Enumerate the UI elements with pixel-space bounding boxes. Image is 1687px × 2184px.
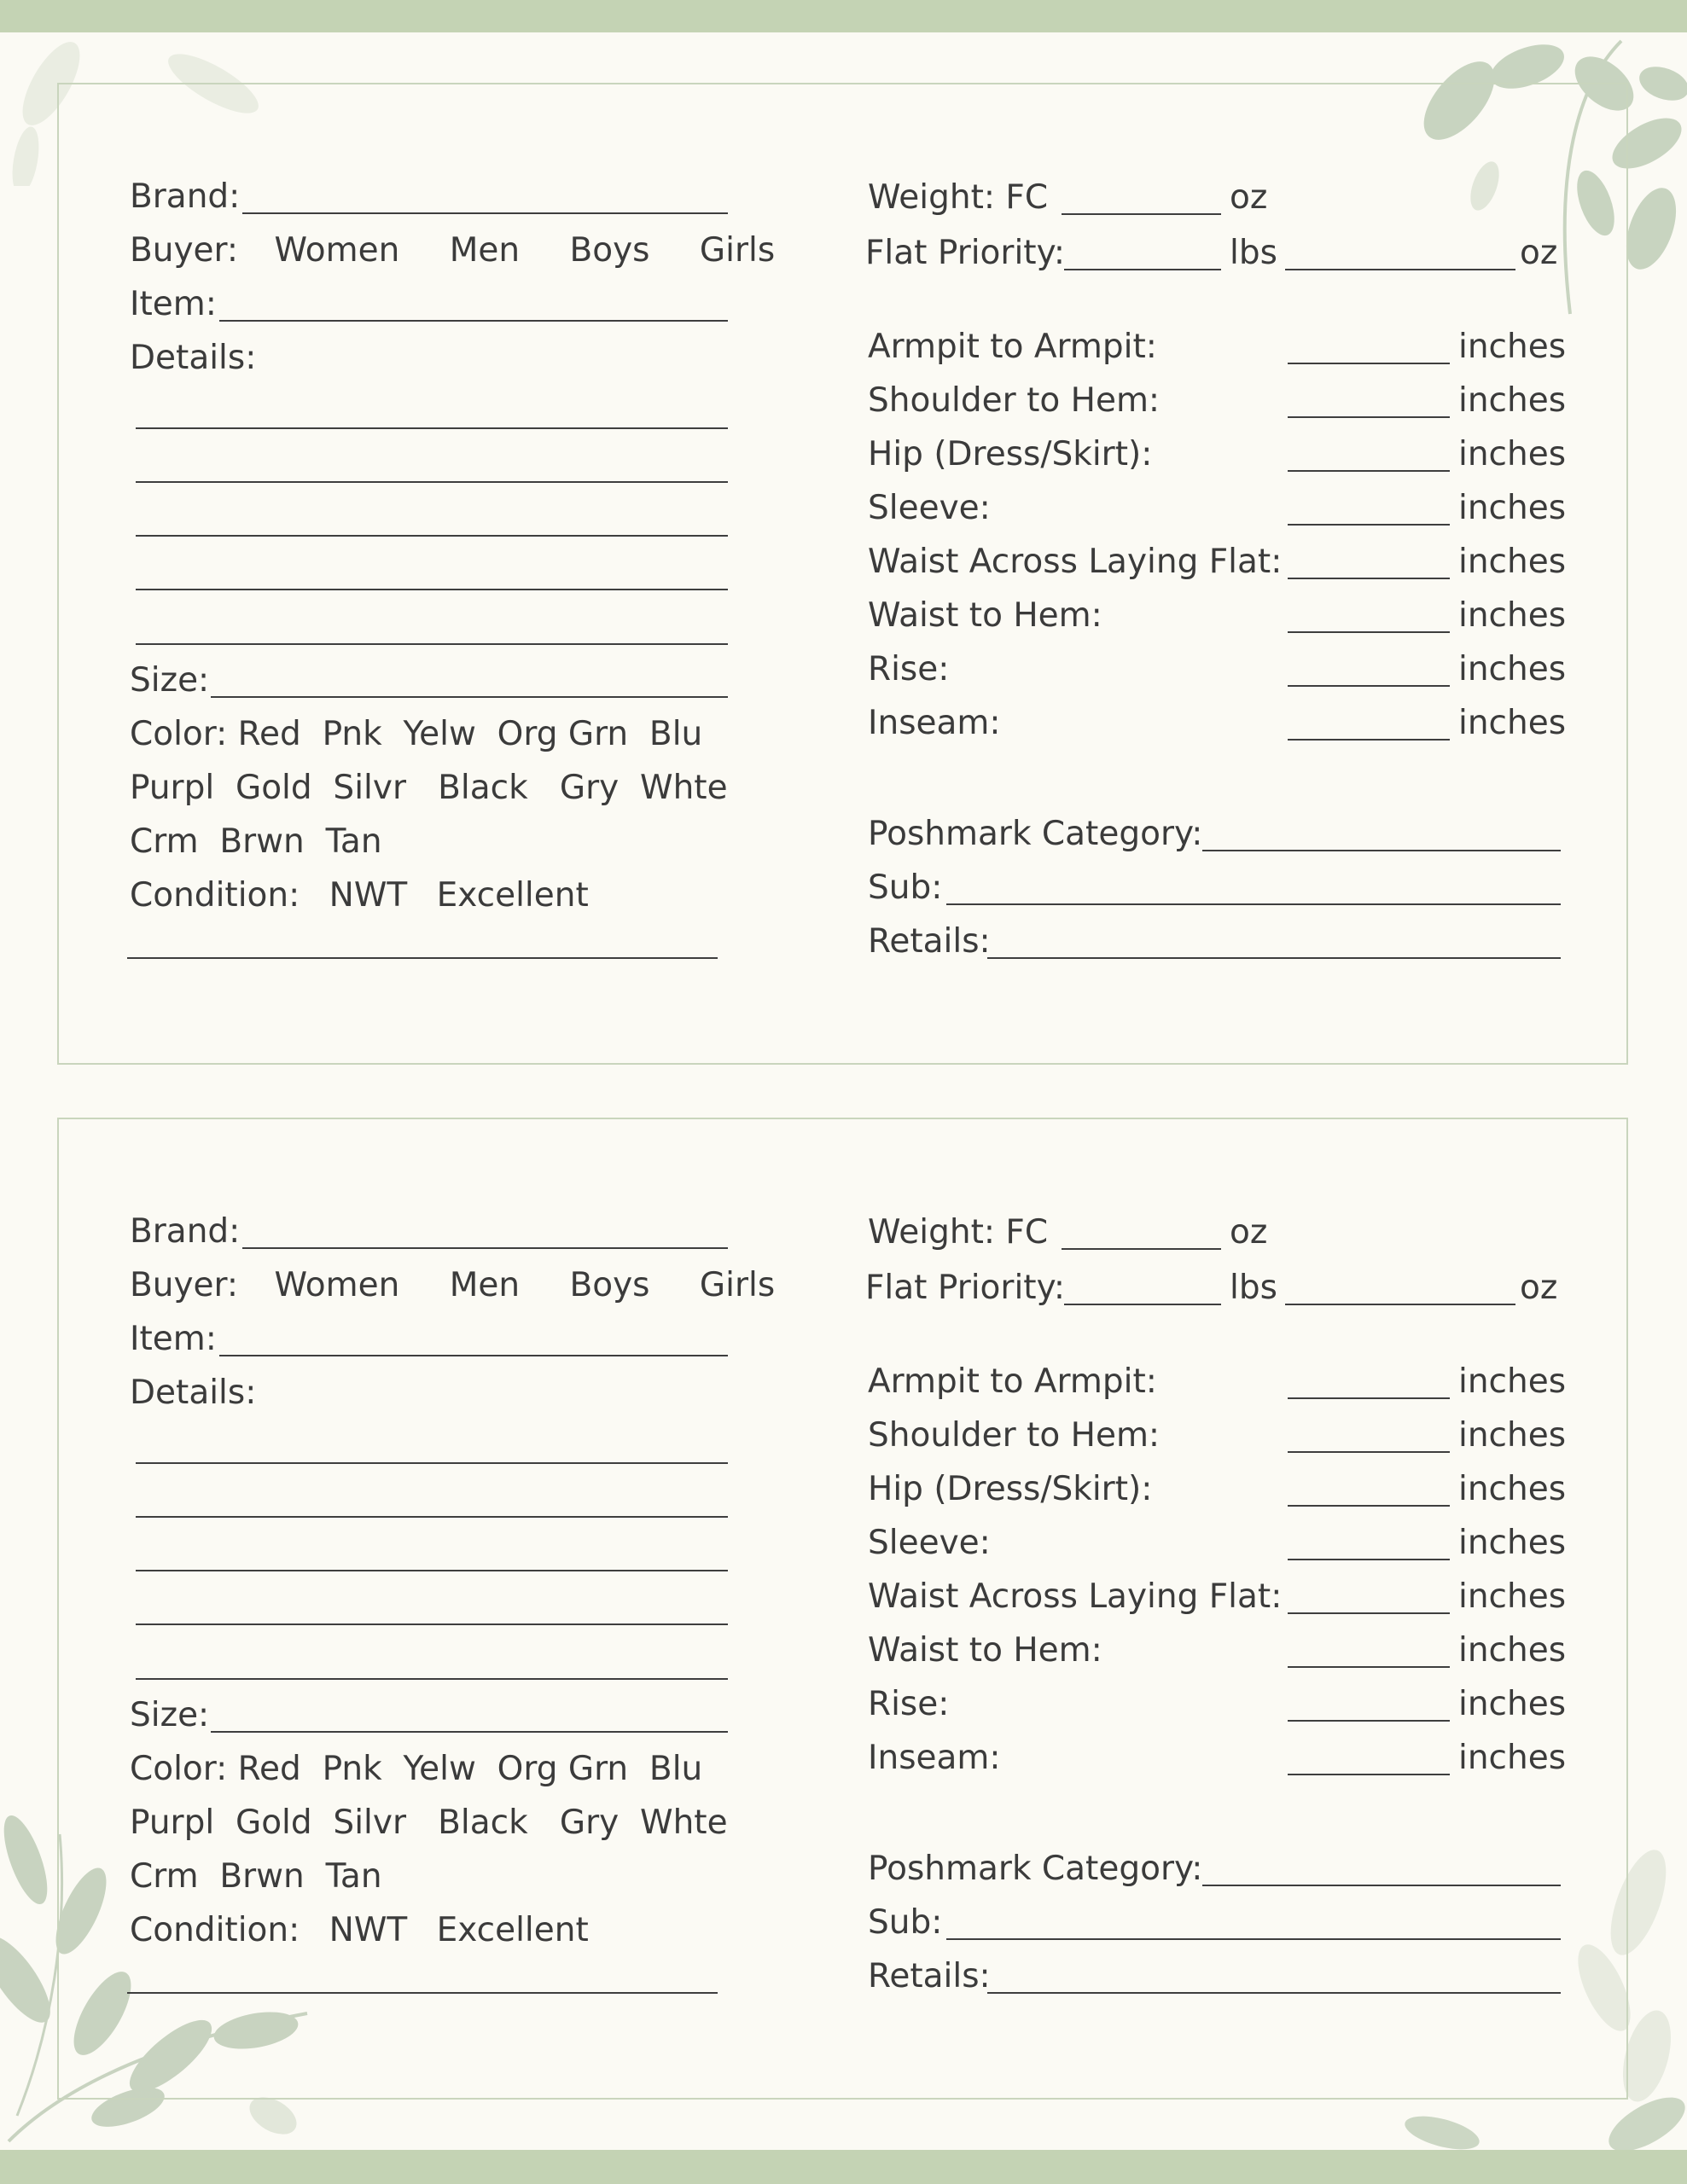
measurement-line-rise[interactable] <box>1288 685 1450 687</box>
measurement-unit: inches <box>1458 1631 1567 1670</box>
listing-card-2 <box>57 1118 1628 2100</box>
sub-label: Sub: <box>868 868 943 907</box>
weight-label: Weight: FC <box>868 178 1049 217</box>
measurement-unit: inches <box>1458 1577 1567 1616</box>
flat-priority-oz-unit: oz <box>1520 234 1558 272</box>
item-label: Item: <box>130 285 217 323</box>
measurement-line-waist-flat[interactable] <box>1288 1612 1450 1614</box>
top-band <box>0 0 1687 32</box>
measurement-line-waist-flat[interactable] <box>1288 578 1450 579</box>
flat-priority-oz-line[interactable] <box>1285 1304 1515 1305</box>
buyer-label: Buyer: <box>130 231 239 270</box>
measurement-unit: inches <box>1458 381 1567 420</box>
listing-card-1 <box>57 83 1628 1065</box>
measurement-label-waist-flat: Waist Across Laying Flat: <box>868 1577 1283 1616</box>
details-line-5[interactable] <box>136 1678 728 1680</box>
weight-label: Weight: FC <box>868 1213 1049 1252</box>
condition-option-excellent[interactable]: Excellent <box>436 1911 589 1949</box>
details-line-5[interactable] <box>136 643 728 645</box>
condition-notes-line[interactable] <box>127 1992 718 1994</box>
measurement-label-shoulder: Shoulder to Hem: <box>868 381 1161 420</box>
measurement-unit: inches <box>1458 1739 1567 1777</box>
condition-option-nwt[interactable]: NWT <box>329 876 408 915</box>
details-label: Details: <box>130 339 257 377</box>
brand-label: Brand: <box>130 177 241 216</box>
sub-line[interactable] <box>946 1938 1561 1940</box>
category-line[interactable] <box>1202 850 1561 851</box>
flat-priority-lbs-unit: lbs <box>1230 1269 1277 1307</box>
details-line-1[interactable] <box>136 427 728 429</box>
measurement-line-waist-hem[interactable] <box>1288 631 1450 633</box>
measurement-line-sleeve[interactable] <box>1288 524 1450 526</box>
details-line-4[interactable] <box>136 1623 728 1625</box>
condition-notes-line[interactable] <box>127 957 718 959</box>
color-options-line-3[interactable]: Crm Brwn Tan <box>130 822 382 861</box>
buyer-option-boys[interactable]: Boys <box>569 231 650 270</box>
item-line[interactable] <box>219 1355 728 1356</box>
condition-label: Condition: <box>130 1911 300 1949</box>
buyer-option-women[interactable]: Women <box>274 231 400 270</box>
measurement-unit: inches <box>1458 1470 1567 1508</box>
measurement-line-sleeve[interactable] <box>1288 1559 1450 1560</box>
measurement-line-shoulder[interactable] <box>1288 1451 1450 1453</box>
retails-label: Retails: <box>868 1957 991 1995</box>
flat-priority-lbs-line[interactable] <box>1064 269 1221 270</box>
condition-row <box>130 876 589 915</box>
measurement-label-inseam: Inseam: <box>868 704 1001 742</box>
brand-line[interactable] <box>242 1247 728 1249</box>
buyer-row <box>130 1266 775 1305</box>
condition-label: Condition: <box>130 876 300 915</box>
flat-priority-oz-unit: oz <box>1520 1269 1558 1307</box>
category-label: Poshmark Category: <box>868 815 1203 853</box>
measurement-line-shoulder[interactable] <box>1288 416 1450 418</box>
measurement-label-sleeve: Sleeve: <box>868 489 991 527</box>
bottom-band <box>0 2150 1687 2184</box>
buyer-option-women[interactable]: Women <box>274 1266 400 1304</box>
flat-priority-oz-line[interactable] <box>1285 269 1515 270</box>
weight-oz-line[interactable] <box>1062 213 1221 215</box>
color-options-line-1[interactable]: Color: Red Pnk Yelw Org Grn Blu <box>130 1750 703 1788</box>
measurement-unit: inches <box>1458 1362 1567 1401</box>
flat-priority-lbs-unit: lbs <box>1230 234 1277 272</box>
brand-label: Brand: <box>130 1212 241 1251</box>
weight-oz-unit: oz <box>1230 1213 1268 1252</box>
measurement-label-sleeve: Sleeve: <box>868 1524 991 1562</box>
measurement-unit: inches <box>1458 1685 1567 1723</box>
buyer-option-boys[interactable]: Boys <box>569 1266 650 1304</box>
weight-oz-unit: oz <box>1230 178 1268 217</box>
measurement-label-inseam: Inseam: <box>868 1739 1001 1777</box>
retails-line[interactable] <box>987 1992 1561 1994</box>
measurement-unit: inches <box>1458 1416 1567 1455</box>
size-label: Size: <box>130 1696 210 1734</box>
measurement-label-rise: Rise: <box>868 1685 950 1723</box>
condition-option-nwt[interactable]: NWT <box>329 1911 408 1949</box>
flat-priority-lbs-line[interactable] <box>1064 1304 1221 1305</box>
item-line[interactable] <box>219 320 728 322</box>
size-line[interactable] <box>211 696 728 698</box>
measurement-unit: inches <box>1458 650 1567 688</box>
measurement-line-hip[interactable] <box>1288 470 1450 472</box>
measurement-line-rise[interactable] <box>1288 1720 1450 1722</box>
measurement-label-waist-hem: Waist to Hem: <box>868 1631 1102 1670</box>
measurement-label-hip: Hip (Dress/Skirt): <box>868 435 1153 473</box>
size-line[interactable] <box>211 1731 728 1733</box>
measurement-line-armpit[interactable] <box>1288 363 1450 364</box>
buyer-row <box>130 231 775 270</box>
details-line-3[interactable] <box>136 1570 728 1571</box>
color-options-line-1[interactable]: Color: Red Pnk Yelw Org Grn Blu <box>130 715 703 753</box>
flat-priority-label: Flat Priority: <box>865 1269 1065 1307</box>
flat-priority-label: Flat Priority: <box>865 234 1065 272</box>
sub-line[interactable] <box>946 903 1561 905</box>
measurement-unit: inches <box>1458 543 1567 581</box>
measurement-line-inseam[interactable] <box>1288 1774 1450 1775</box>
measurement-line-hip[interactable] <box>1288 1505 1450 1507</box>
size-label: Size: <box>130 661 210 700</box>
measurement-label-rise: Rise: <box>868 650 950 688</box>
color-options-line-2[interactable]: Purpl Gold Silvr Black Gry Whte <box>130 769 728 807</box>
measurement-line-inseam[interactable] <box>1288 739 1450 741</box>
details-line-2[interactable] <box>136 1516 728 1518</box>
category-line[interactable] <box>1202 1885 1561 1886</box>
details-label: Details: <box>130 1374 257 1412</box>
measurement-label-armpit: Armpit to Armpit: <box>868 1362 1157 1401</box>
measurement-unit: inches <box>1458 489 1567 527</box>
color-options-line-3[interactable]: Crm Brwn Tan <box>130 1857 382 1896</box>
buyer-option-men[interactable]: Men <box>449 1266 521 1304</box>
measurement-label-shoulder: Shoulder to Hem: <box>868 1416 1161 1455</box>
buyer-option-men[interactable]: Men <box>449 231 521 270</box>
measurement-unit: inches <box>1458 1524 1567 1562</box>
buyer-option-girls[interactable]: Girls <box>699 231 776 270</box>
measurement-unit: inches <box>1458 596 1567 635</box>
weight-oz-line[interactable] <box>1062 1248 1221 1250</box>
details-line-2[interactable] <box>136 481 728 483</box>
color-options-line-2[interactable]: Purpl Gold Silvr Black Gry Whte <box>130 1804 728 1842</box>
retails-label: Retails: <box>868 922 991 961</box>
measurement-unit: inches <box>1458 435 1567 473</box>
buyer-label: Buyer: <box>130 1266 239 1304</box>
measurement-label-waist-flat: Waist Across Laying Flat: <box>868 543 1283 581</box>
condition-option-excellent[interactable]: Excellent <box>436 876 589 915</box>
retails-line[interactable] <box>987 957 1561 959</box>
details-line-1[interactable] <box>136 1462 728 1464</box>
measurement-unit: inches <box>1458 328 1567 366</box>
buyer-option-girls[interactable]: Girls <box>699 1266 776 1304</box>
item-label: Item: <box>130 1320 217 1358</box>
measurement-line-armpit[interactable] <box>1288 1397 1450 1399</box>
details-line-4[interactable] <box>136 589 728 590</box>
sub-label: Sub: <box>868 1903 943 1942</box>
measurement-line-waist-hem[interactable] <box>1288 1666 1450 1668</box>
measurement-label-hip: Hip (Dress/Skirt): <box>868 1470 1153 1508</box>
measurement-unit: inches <box>1458 704 1567 742</box>
measurement-label-waist-hem: Waist to Hem: <box>868 596 1102 635</box>
category-label: Poshmark Category: <box>868 1850 1203 1888</box>
brand-line[interactable] <box>242 212 728 214</box>
details-line-3[interactable] <box>136 535 728 537</box>
condition-row <box>130 1911 589 1950</box>
measurement-label-armpit: Armpit to Armpit: <box>868 328 1157 366</box>
